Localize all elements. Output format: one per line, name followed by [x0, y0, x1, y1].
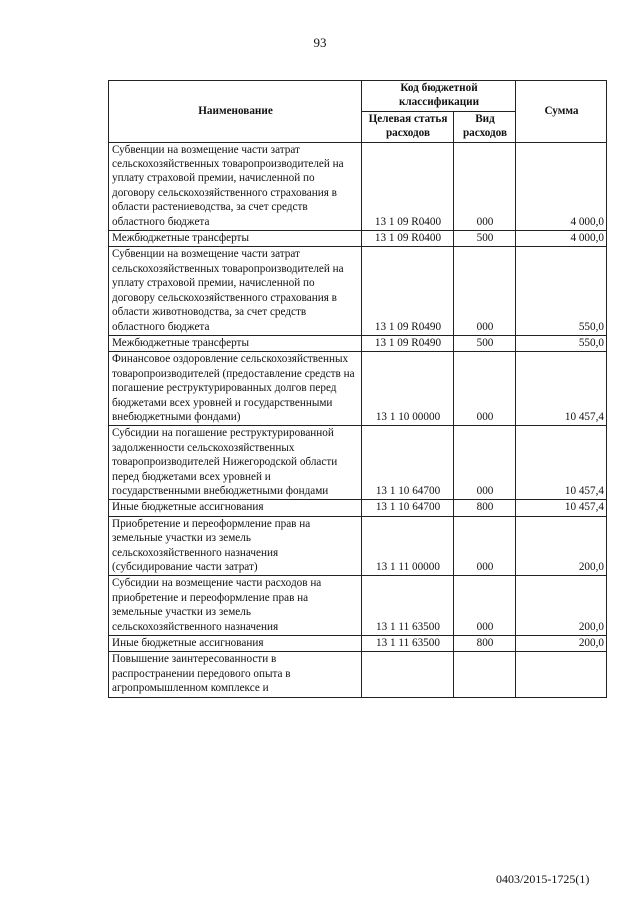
row-name: Межбюджетные трансферты: [109, 335, 362, 351]
row-target: 13 1 09 R0490: [362, 247, 454, 335]
row-sum: 200,0: [516, 636, 607, 652]
budget-table: [108, 80, 607, 698]
header-name: Наименование: [109, 81, 362, 143]
row-name: Субвенции на возмещение части затрат сельскохозяйственных товаропроизводителей на уплату страховой премии, начисленной по договору сельскохозяйственного страхования в области растениеводства, за счет средств областного бюджета: [109, 142, 362, 230]
table-row: [109, 652, 607, 697]
row-kind: [454, 652, 516, 697]
table-row: [109, 142, 607, 230]
row-target: 13 1 10 64700: [362, 500, 454, 516]
row-target: [362, 652, 454, 697]
row-kind: 500: [454, 231, 516, 247]
row-kind: 000: [454, 576, 516, 636]
row-name: Межбюджетные трансферты: [109, 231, 362, 247]
row-sum: 10 457,4: [516, 352, 607, 426]
row-target: 13 1 10 00000: [362, 352, 454, 426]
document-code: 0403/2015-1725(1): [496, 872, 590, 886]
row-kind: 000: [454, 516, 516, 576]
page-number: 93: [313, 35, 327, 50]
row-name: Повышение заинтересованности в распространении передового опыта в агропромышленном комплексе и: [109, 652, 362, 697]
row-target: 13 1 10 64700: [362, 426, 454, 500]
row-sum: 10 457,4: [516, 426, 607, 500]
row-target: 13 1 09 R0490: [362, 335, 454, 351]
row-name: Субвенции на возмещение части затрат сельскохозяйственных товаропроизводителей на уплату страховой премии, начисленной по договору сельскохозяйственного страхования в области животноводства, за счет средств областного бюджета: [109, 247, 362, 335]
row-name: Иные бюджетные ассигнования: [109, 500, 362, 516]
row-kind: 500: [454, 335, 516, 351]
row-name: Субсидии на погашение реструктурированной задолженности сельскохозяйственных товаропроизводителей Нижегородской области перед бюджетами всех уровней и государственными внебюджетными фондами: [109, 426, 362, 500]
table-row: [109, 247, 607, 335]
row-sum: 550,0: [516, 335, 607, 351]
row-sum: 10 457,4: [516, 500, 607, 516]
table-row: [109, 335, 607, 351]
row-sum: 550,0: [516, 247, 607, 335]
row-target: 13 1 09 R0400: [362, 142, 454, 230]
row-target: 13 1 11 63500: [362, 576, 454, 636]
table-row: [109, 231, 607, 247]
row-sum: 200,0: [516, 516, 607, 576]
table-row: [109, 426, 607, 500]
header-target: Целевая статья расходов: [362, 111, 454, 142]
table-row: [109, 576, 607, 636]
row-sum: 200,0: [516, 576, 607, 636]
table-row: [109, 636, 607, 652]
table-row: [109, 352, 607, 426]
table-row: [109, 500, 607, 516]
table-row: [109, 516, 607, 576]
header-code-group: Код бюджетной классификации: [362, 81, 516, 112]
row-kind: 000: [454, 426, 516, 500]
row-target: 13 1 11 63500: [362, 636, 454, 652]
row-name: Субсидии на возмещение части расходов на приобретение и переоформление прав на земельные участки из земель сельскохозяйственного назначения: [109, 576, 362, 636]
row-sum: 4 000,0: [516, 231, 607, 247]
row-target: 13 1 11 00000: [362, 516, 454, 576]
row-target: 13 1 09 R0400: [362, 231, 454, 247]
row-kind: 000: [454, 142, 516, 230]
row-sum: [516, 652, 607, 697]
header-kind: Вид расходов: [454, 111, 516, 142]
header-sum: Сумма: [516, 81, 607, 143]
row-name: Финансовое оздоровление сельскохозяйственных товаропроизводителей (предоставление средств на погашение реструктурированных долгов перед бюджетами всех уровней и государственными внебюджетными фондами): [109, 352, 362, 426]
row-kind: 000: [454, 247, 516, 335]
row-kind: 800: [454, 500, 516, 516]
row-kind: 800: [454, 636, 516, 652]
row-name: Приобретение и переоформление прав на земельные участки из земель сельскохозяйственного назначения (субсидирование части затрат): [109, 516, 362, 576]
row-name: Иные бюджетные ассигнования: [109, 636, 362, 652]
row-kind: 000: [454, 352, 516, 426]
row-sum: 4 000,0: [516, 142, 607, 230]
